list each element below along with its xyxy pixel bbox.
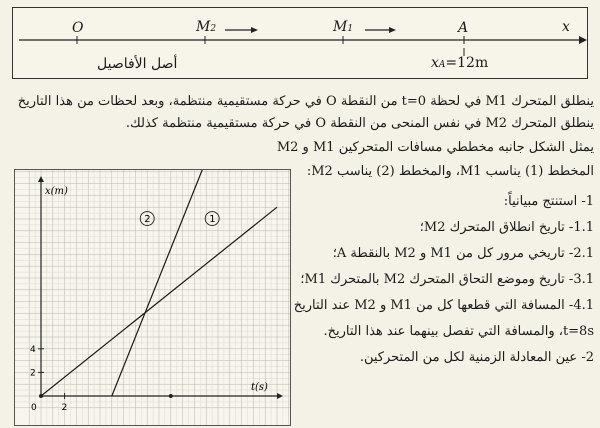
xa-value-label: xA=12m — [431, 55, 489, 71]
m2-arrowhead-icon — [251, 27, 258, 33]
question-2: 2- عين المعادلة الزمنية لكل من المتحركين. — [359, 350, 594, 365]
y-tick-label: 4 — [30, 344, 36, 355]
chart-y-arrow-icon — [38, 176, 44, 182]
x-tick-label: 0 — [31, 403, 37, 413]
series-label-1: 1 — [209, 214, 216, 226]
m1-arrowhead-icon — [389, 27, 396, 33]
chart-axes — [30, 176, 283, 413]
point-a-label: A — [458, 20, 469, 36]
question-1-1: 1.1- تاريخ انطلاق المتحرك M2؛ — [419, 220, 594, 235]
distance-time-graph — [14, 169, 291, 426]
chart-grid — [15, 170, 290, 425]
m1-label: M1 — [333, 19, 354, 35]
position-axis-diagram — [12, 7, 588, 79]
paragraph-line-1: ينطلق المتحرك M1 في لحظة t=0 من النقطة O في حركة مستقيمية منتظمة، وبعد لحظات من هذا التاريخ — [17, 94, 594, 109]
x-axis-arrowhead-icon — [579, 36, 587, 44]
origin-caption: أصل الأفاصيل — [97, 56, 178, 72]
origin-label-o: O — [72, 20, 84, 36]
question-2-1: 2.1- تاريخي مرور كل من M1 و M2 بالنقطة A؛ — [332, 246, 594, 261]
y-tick-label: 2 — [30, 368, 36, 379]
m2-label: M2 — [196, 19, 217, 35]
x-axis-label: x — [562, 19, 570, 35]
paragraph-line-3: يمثل الشكل جانبه مخططي مسافات المتحركين M1 و M2 — [276, 140, 594, 155]
series-label-2: 2 — [144, 214, 151, 226]
t-axis-point — [169, 394, 173, 398]
chart-svg — [15, 170, 290, 425]
y-axis-label: x(m) — [45, 186, 68, 197]
chart-x-arrow-icon — [277, 393, 283, 399]
question-3-1: 3.1- تاريخ وموضع التحاق المتحرك M2 بالمتحرك M1؛ — [300, 272, 594, 287]
x-tick-label: 2 — [61, 403, 68, 413]
question-4-1-cont: t=8s، والمسافة التي تفصل بينهما عند هذا التاريخ. — [323, 324, 594, 339]
question-1: 1- استنتج مبيانياً: — [503, 194, 594, 209]
x-axis-label: t(s) — [251, 382, 268, 393]
question-4-1: 4.1- المسافة التي قطعها كل من M1 و M2 عند التاريخ — [293, 298, 594, 313]
paragraph-line-2: ينطلق المتحرك M2 في نفس المنحى من النقطة O في حركة مستقيمية منتظمة كذلك. — [125, 116, 594, 131]
paragraph-line-4: المخطط (1) يناسب M1، والمخطط (2) يناسب M2: — [306, 164, 594, 179]
